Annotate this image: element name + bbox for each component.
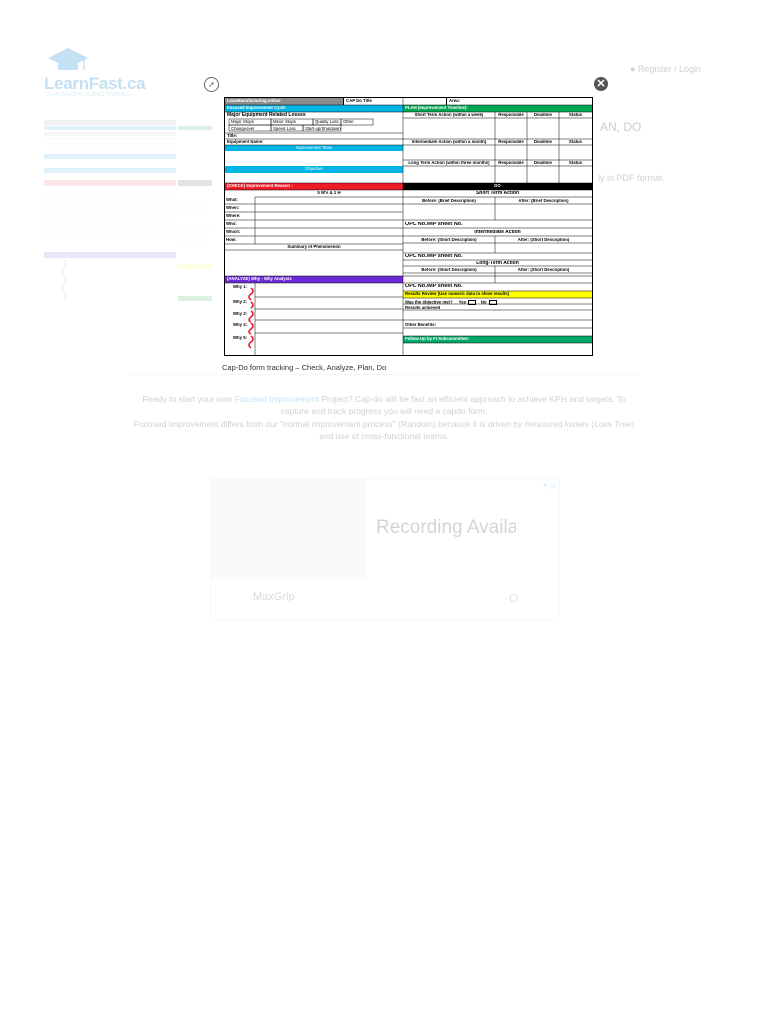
do-header: DO [403, 183, 592, 190]
loss-major-stops: Major Stops [231, 120, 254, 124]
col-status-3: Status [568, 161, 583, 165]
opl-sheet-3: OPL No./MP sheet No. [405, 284, 463, 289]
do-before-short-1: Before: (Short Description) [421, 238, 477, 242]
capdo-form-image [224, 97, 593, 356]
do-before-short-2: Before: (Short Description) [421, 268, 477, 272]
do-short-term: Short Term Action [475, 191, 520, 196]
wh-what: What: [226, 198, 238, 202]
other-benefits: Other Benefits: [405, 323, 437, 327]
objective-header: Objective [225, 166, 403, 173]
equipment-name-label: Equipment Name: [227, 139, 264, 144]
plan-header: PLAN (Improvement Timeline): [403, 105, 592, 112]
loss-speed: Speed Loss [273, 127, 296, 131]
follow-up-header: Follow-Up by FI Subcommittee: [403, 336, 592, 343]
col-responsible-2: Responsible [498, 140, 524, 144]
why-3: Why 3: [233, 312, 248, 316]
do-after-short-1: After: (Short Description) [517, 238, 570, 242]
wh-how: How: [226, 238, 237, 242]
short-term-action-label: Short Term Action (within a week) [414, 113, 484, 117]
col-responsible-3: Responsible [498, 161, 524, 165]
col-deadline-1: Deadline [534, 113, 552, 117]
col-status-1: Status [568, 113, 583, 117]
do-after-short-2: After: (Short Description) [517, 268, 570, 272]
loss-minor-stops: Minor Stops [273, 120, 296, 124]
wh-who: Who: [226, 222, 237, 226]
col-responsible-1: Responsible [498, 113, 524, 117]
col-status-2: Status [568, 140, 583, 144]
form-capdo-title: CAP Do Title [343, 98, 403, 105]
do-before-brief: Before: (Brief Description) [422, 199, 476, 203]
form-area: Area: [446, 98, 592, 105]
why-1: Why 1: [233, 285, 248, 289]
wh-which: Which: [226, 230, 241, 234]
results-review-header: Results Review (Use numeric data to show results) [403, 291, 592, 298]
improvement-team-header: Improvement Team [225, 145, 403, 151]
loss-other: Other [343, 120, 354, 124]
five-w-one-h: 5 W's & 1 H [317, 191, 341, 195]
col-deadline-2: Deadline [534, 140, 552, 144]
why-4: Why 4: [233, 323, 248, 327]
loss-startup: Start-up/Shutdown [305, 127, 341, 131]
loss-quality: Quality Loss [315, 120, 339, 124]
loss-changeover: Changeover [231, 127, 255, 131]
external-link-icon[interactable]: ➚ [204, 77, 219, 92]
do-after-brief: After: (Brief Description) [518, 199, 569, 203]
long-term-action-label: Long Term Action (within three months) [408, 161, 490, 165]
do-intermediate: Intermediate Action [474, 230, 521, 235]
opl-sheet-1: OPL No./MP sheet No. [405, 222, 463, 227]
form-title-label: Title: [227, 133, 238, 138]
col-deadline-3: Deadline [534, 161, 552, 165]
why-2: Why 2: [233, 300, 248, 304]
major-losses-header: Major Equipment Related Losses [227, 112, 306, 118]
results-achieved: Results achieved [405, 306, 441, 310]
intermediate-action-label: Intermediate Action (within a month) [411, 140, 487, 144]
lightbox-caption: Cap-Do form tracking – Check, Analyze, Plan, Do [222, 363, 387, 372]
close-icon[interactable]: ✕ [594, 77, 608, 91]
check-header: (CHECK) Improvement Reason : [225, 183, 403, 190]
opl-sheet-2: OPL No./MP sheet No. [405, 254, 463, 259]
objective-met-row: Was the objective met? Yes No [405, 300, 535, 305]
why-5: Why 5: [233, 336, 248, 340]
focused-cycle-header: Focused Improvement Cycle [225, 105, 403, 112]
do-long-term: Long-Term Action [476, 261, 519, 266]
summary-phenomenon: Summary of Phenomenon [287, 245, 341, 249]
analyze-header: (ANALYZE) Why - Why Analysis [225, 276, 403, 283]
wh-where: Where: [226, 214, 241, 218]
wh-when: When: [226, 206, 240, 210]
form-brand: LeanManufacturing.online [225, 98, 343, 105]
